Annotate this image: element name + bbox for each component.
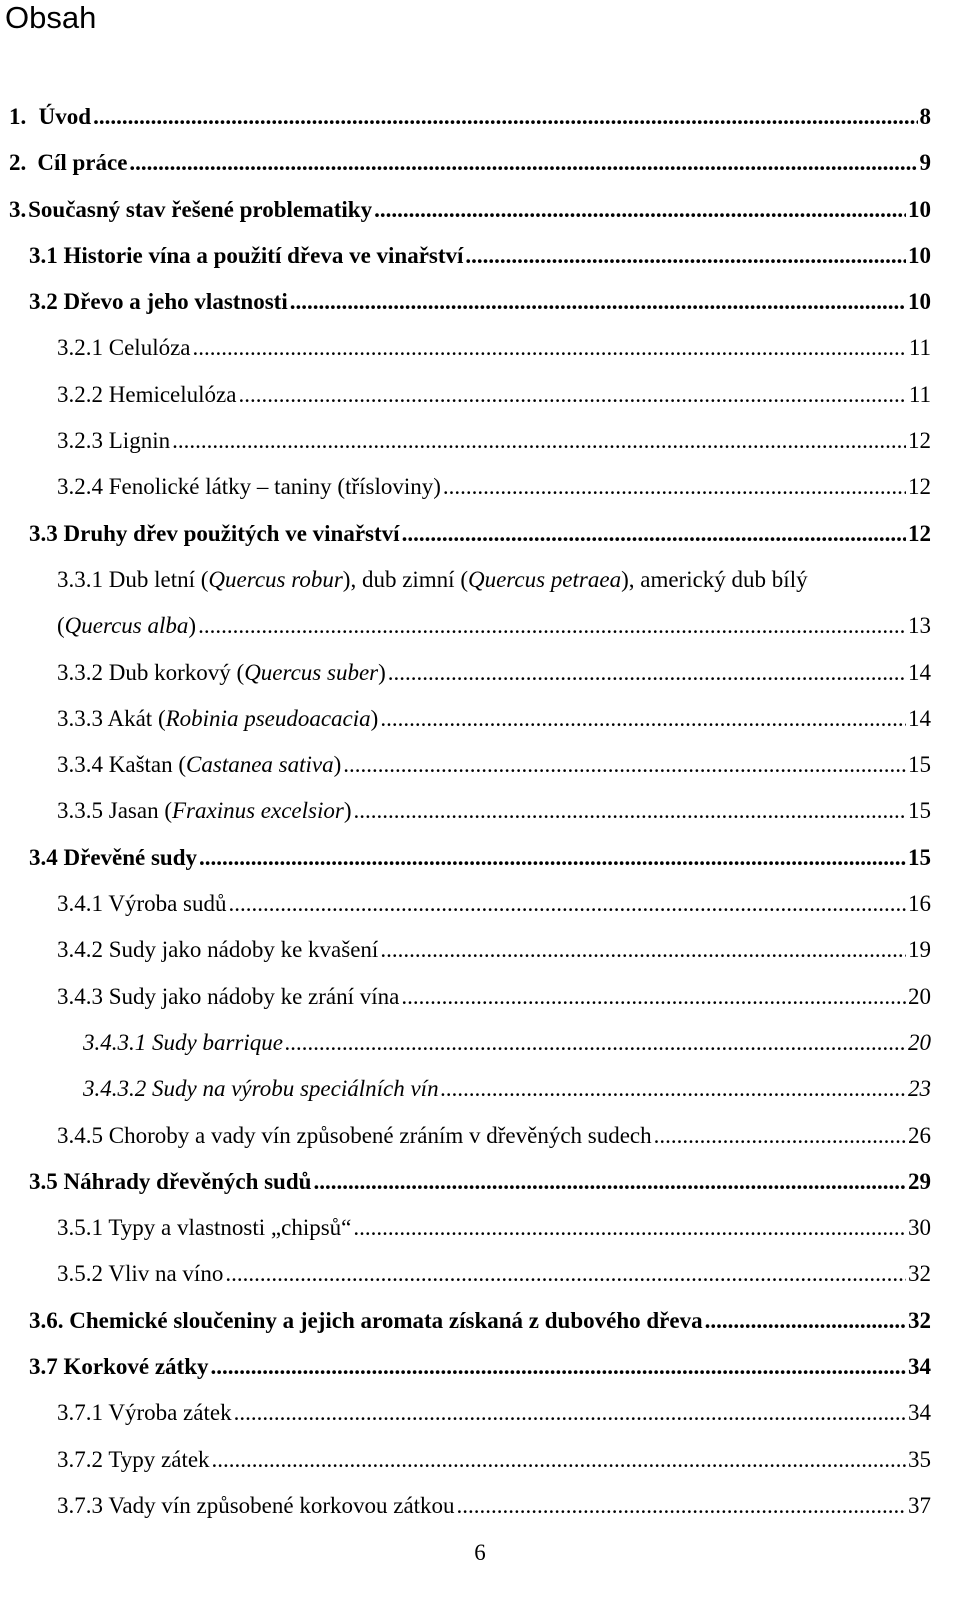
toc-leader-dots bbox=[343, 745, 906, 785]
label-text: ) bbox=[378, 659, 386, 685]
toc-entry-page: 15 bbox=[908, 752, 931, 778]
toc-entry-label bbox=[57, 791, 351, 831]
table-of-contents bbox=[9, 97, 931, 1532]
label-text: 3.3.2 Dub korkový ( bbox=[57, 659, 245, 685]
toc-entry-3-4-2[interactable] bbox=[9, 930, 931, 976]
label-text: 3.3.5 Jasan ( bbox=[57, 798, 172, 824]
toc-leader-dots bbox=[457, 1486, 906, 1526]
toc-entry-label: 3.4.5 Choroby a vady vín způsobené zráním v dřevěných sudech bbox=[57, 1122, 652, 1148]
toc-entry-label: 3.7 Korkové zátky bbox=[29, 1354, 209, 1380]
toc-entry-page: 32 bbox=[908, 1307, 931, 1333]
toc-entry-number: 1. bbox=[9, 104, 27, 129]
toc-entry-page: 35 bbox=[908, 1446, 931, 1472]
toc-entry-3-7-3[interactable] bbox=[9, 1486, 931, 1532]
toc-entry-3-5-1[interactable] bbox=[9, 1208, 931, 1254]
label-text: ) bbox=[188, 613, 197, 639]
toc-entry-page: 26 bbox=[908, 1122, 931, 1148]
toc-entry-3-3-1[interactable] bbox=[9, 560, 931, 653]
toc-entry-3-2[interactable] bbox=[9, 282, 931, 328]
toc-entry-page: 15 bbox=[908, 798, 931, 824]
toc-entry-3-5[interactable] bbox=[9, 1162, 931, 1208]
toc-entry-label: Cíl práce bbox=[37, 150, 128, 176]
toc-leader-dots bbox=[225, 1254, 906, 1294]
label-text: 3.3.3 Akát ( bbox=[57, 705, 166, 731]
toc-leader-dots bbox=[212, 1440, 906, 1480]
toc-leader-dots bbox=[380, 699, 906, 739]
toc-entry-page: 14 bbox=[908, 659, 931, 685]
toc-entry-3-6[interactable] bbox=[9, 1301, 931, 1347]
toc-entry-3-4-3-1[interactable] bbox=[9, 1023, 931, 1069]
toc-leader-dots bbox=[238, 375, 906, 415]
toc-entry-label-line2 bbox=[57, 606, 931, 652]
toc-entry-soucasny-stav[interactable] bbox=[9, 190, 931, 236]
toc-entry-label-line1 bbox=[57, 560, 931, 606]
toc-entry-label: 3.2.2 Hemicelulóza bbox=[57, 381, 237, 407]
toc-entry-3-2-4[interactable] bbox=[9, 467, 931, 513]
toc-entry-number: 3. bbox=[9, 196, 27, 222]
toc-entry-label: 3.1 Historie vína a použití dřeva ve vinařství bbox=[29, 242, 464, 268]
label-text: 3.3.1 Dub letní ( bbox=[57, 566, 209, 592]
toc-entry-label: 3.4.1 Výroba sudů bbox=[57, 891, 227, 917]
toc-leader-dots bbox=[172, 421, 906, 461]
toc-entry-label: 3.4 Dřevěné sudy bbox=[29, 844, 198, 870]
toc-entry-page: 37 bbox=[908, 1492, 931, 1518]
toc-entry-3-4-1[interactable] bbox=[9, 884, 931, 930]
toc-leader-dots bbox=[705, 1301, 906, 1341]
toc-leader-dots bbox=[211, 1347, 906, 1387]
toc-entry-label: 3.2.4 Fenolické látky – taniny (třísloviny) bbox=[57, 474, 441, 500]
latin-name: Robinia pseudoacacia bbox=[165, 705, 371, 731]
toc-leader-dots bbox=[229, 884, 906, 924]
latin-name: Quercus alba bbox=[64, 613, 189, 639]
toc-entry-label: 3.4.3 Sudy jako nádoby ke zrání vína bbox=[57, 983, 400, 1009]
toc-entry-label: 3.2 Dřevo a jeho vlastnosti bbox=[29, 289, 288, 315]
toc-entry-page: 15 bbox=[908, 844, 931, 870]
toc-entry-label: 3.4.2 Sudy jako nádoby ke kvašení bbox=[57, 937, 379, 963]
toc-entry-3-2-1[interactable] bbox=[9, 328, 931, 374]
toc-entry-page: 10 bbox=[908, 289, 931, 315]
toc-entry-label: 3.2.3 Lignin bbox=[57, 428, 171, 454]
toc-entry-label: 3.7.3 Vady vín způsobené korkovou zátkou bbox=[57, 1492, 455, 1518]
toc-entry-page: 16 bbox=[908, 891, 931, 917]
toc-entry-label: Současný stav řešené problematiky bbox=[28, 196, 373, 222]
toc-leader-dots bbox=[234, 1393, 906, 1433]
toc-entry-number: 2. bbox=[9, 150, 27, 176]
label-text: ) bbox=[333, 752, 342, 778]
toc-entry-page: 12 bbox=[908, 428, 931, 454]
label-text: ( bbox=[57, 613, 65, 639]
label-text: ) bbox=[370, 705, 379, 731]
label-text: ), dub zimní ( bbox=[342, 566, 468, 592]
page-title: Obsah bbox=[5, 0, 97, 35]
toc-entry-page: 12 bbox=[908, 520, 931, 546]
toc-leader-dots bbox=[441, 1069, 906, 1109]
toc-entry-page: 30 bbox=[908, 1215, 931, 1241]
toc-entry-label: 3.5 Náhrady dřevěných sudů bbox=[29, 1168, 312, 1194]
toc-entry-page: 8 bbox=[919, 104, 931, 129]
toc-leader-dots bbox=[313, 1162, 906, 1202]
toc-entry-3-4-3[interactable] bbox=[9, 977, 931, 1023]
toc-entry-label: 3.2.1 Celulóza bbox=[57, 335, 191, 361]
toc-leader-dots bbox=[353, 791, 906, 831]
toc-entry-page: 34 bbox=[908, 1400, 931, 1426]
toc-entry-label: 3.4.3.2 Sudy na výrobu speciálních vín bbox=[83, 1076, 439, 1102]
toc-entry-3-7[interactable] bbox=[9, 1347, 931, 1393]
latin-name: Quercus robur bbox=[208, 566, 343, 592]
toc-leader-dots bbox=[654, 1116, 906, 1156]
toc-leader-dots bbox=[129, 143, 917, 183]
toc-entry-label: 3.5.2 Vliv na víno bbox=[57, 1261, 224, 1287]
toc-entry-page: 10 bbox=[908, 196, 931, 222]
latin-name: Quercus petraea bbox=[467, 566, 622, 592]
toc-leader-dots bbox=[402, 514, 906, 554]
toc-entry-label: 3.7.1 Výroba zátek bbox=[57, 1400, 232, 1426]
toc-entry-page: 29 bbox=[908, 1168, 931, 1194]
toc-entry-label: Úvod bbox=[38, 104, 92, 129]
toc-entry-3-7-2[interactable] bbox=[9, 1440, 931, 1486]
toc-leader-dots bbox=[388, 653, 906, 693]
toc-entry-3-3-4[interactable] bbox=[9, 745, 931, 791]
toc-leader-dots bbox=[374, 190, 906, 230]
toc-entry-3-4-3-2[interactable] bbox=[9, 1069, 931, 1115]
toc-entry-page: 11 bbox=[908, 335, 931, 361]
toc-leader-dots bbox=[465, 236, 906, 276]
toc-entry-3-2-3[interactable] bbox=[9, 421, 931, 467]
toc-entry-page: 13 bbox=[908, 613, 931, 639]
toc-entry-3-7-1[interactable] bbox=[9, 1393, 931, 1439]
toc-entry-label bbox=[57, 653, 386, 693]
latin-name: Castanea sativa bbox=[186, 752, 334, 778]
toc-entry-label: 3.6. Chemické sloučeniny a jejich aromata získaná z dubového dřeva bbox=[29, 1307, 703, 1333]
toc-leader-dots bbox=[198, 606, 906, 646]
toc-entry-uvod[interactable] bbox=[9, 97, 931, 143]
toc-leader-dots bbox=[93, 97, 917, 137]
toc-leader-dots bbox=[353, 1208, 906, 1248]
toc-entry-cil-prace[interactable] bbox=[9, 143, 931, 189]
latin-name: Fraxinus excelsior bbox=[171, 798, 344, 824]
latin-name: Quercus suber bbox=[244, 659, 379, 685]
toc-entry-3-3-3[interactable] bbox=[9, 699, 931, 745]
toc-entry-label bbox=[57, 745, 341, 785]
toc-entry-3-3-2[interactable] bbox=[9, 653, 931, 699]
toc-leader-dots bbox=[290, 282, 906, 322]
toc-entry-page: 14 bbox=[908, 705, 931, 731]
toc-entry-page: 11 bbox=[908, 381, 931, 407]
toc-entry-label: 3.3 Druhy dřev použitých ve vinařství bbox=[29, 520, 400, 546]
label-text: ), americký dub bílý bbox=[621, 566, 808, 592]
toc-entry-page: 12 bbox=[908, 474, 931, 500]
toc-leader-dots bbox=[443, 467, 906, 507]
toc-entry-3-3-5[interactable] bbox=[9, 791, 931, 837]
label-text: ) bbox=[343, 798, 352, 824]
toc-entry-page: 20 bbox=[908, 983, 931, 1009]
toc-entry-page: 32 bbox=[908, 1261, 931, 1287]
toc-leader-dots bbox=[193, 328, 907, 368]
toc-entry-label bbox=[57, 699, 378, 739]
toc-entry-page: 9 bbox=[919, 150, 931, 176]
toc-entry-page: 34 bbox=[908, 1354, 931, 1380]
toc-entry-page: 19 bbox=[908, 937, 931, 963]
label-text: 3.3.4 Kaštan ( bbox=[57, 752, 187, 778]
toc-leader-dots bbox=[199, 838, 906, 878]
toc-entry-3-3[interactable] bbox=[9, 514, 931, 560]
toc-entry-3-4-5[interactable] bbox=[9, 1116, 931, 1162]
toc-entry-page: 23 bbox=[908, 1076, 931, 1102]
toc-entry-page: 10 bbox=[908, 242, 931, 268]
toc-entry-label: 3.5.1 Typy a vlastnosti „chipsů“ bbox=[57, 1215, 352, 1241]
page-number: 6 bbox=[474, 1540, 486, 1565]
toc-leader-dots bbox=[380, 930, 906, 970]
toc-entry-label: 3.7.2 Typy zátek bbox=[57, 1446, 210, 1472]
toc-entry-label bbox=[57, 606, 196, 646]
toc-leader-dots bbox=[401, 977, 906, 1017]
toc-entry-3-2-2[interactable] bbox=[9, 375, 931, 421]
toc-entry-3-1[interactable] bbox=[9, 236, 931, 282]
toc-leader-dots bbox=[285, 1023, 906, 1063]
toc-entry-label: 3.4.3.1 Sudy barrique bbox=[83, 1029, 283, 1055]
toc-entry-page: 20 bbox=[908, 1029, 931, 1055]
toc-entry-3-5-2[interactable] bbox=[9, 1254, 931, 1300]
toc-entry-3-4[interactable] bbox=[9, 838, 931, 884]
